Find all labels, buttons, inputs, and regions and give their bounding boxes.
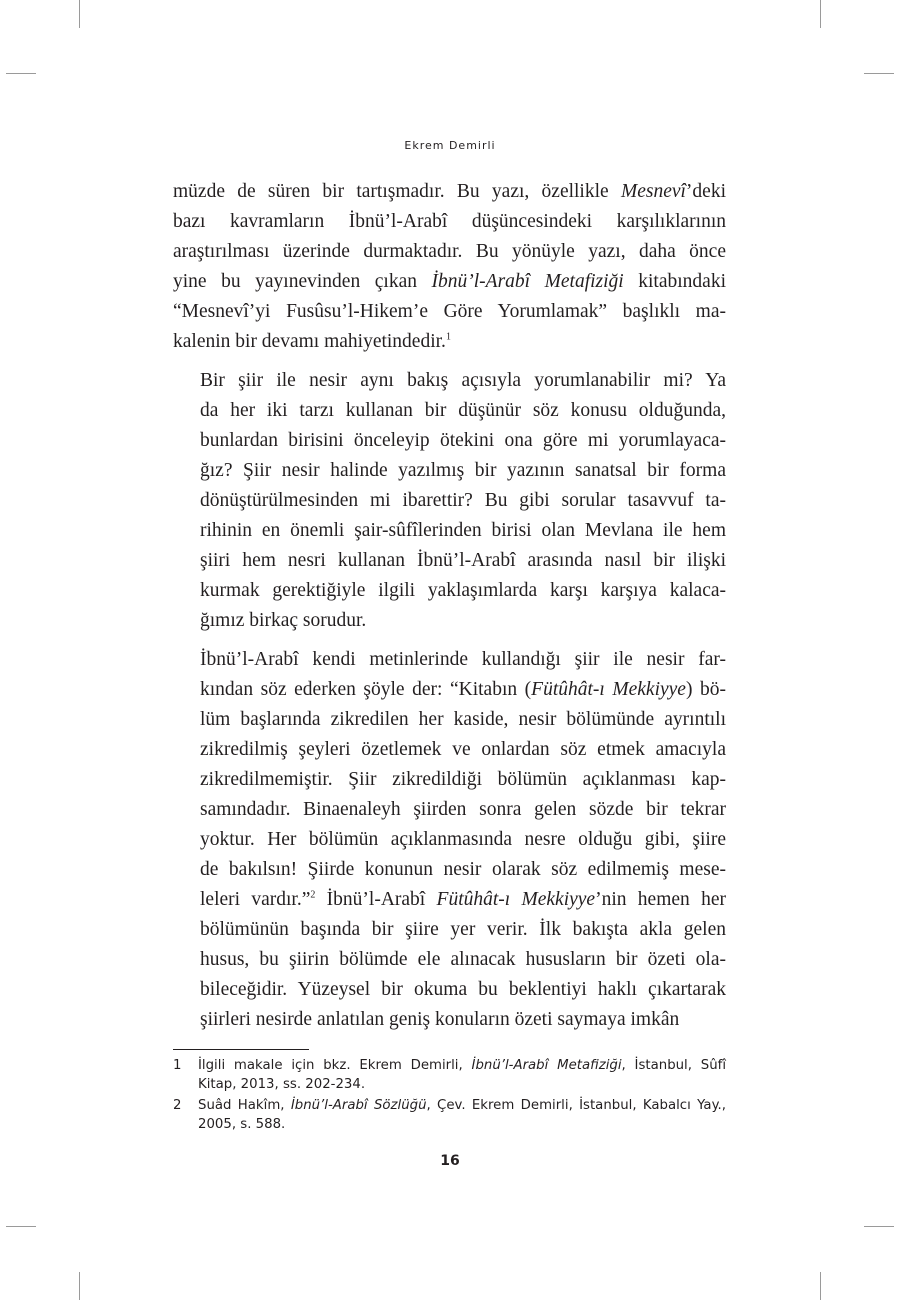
text-line: bölümünün başında bir şiire yer verir. İlk bakışta akla gelen: [200, 919, 726, 940]
crop-mark: [6, 73, 36, 74]
text-line: de bakılsın! Şiirde konunun nesir olarak söz edilmemiş mese-: [200, 859, 726, 880]
text-line: samındadır. Binaenaleyh şiirden sonra gelen sözde bir tekrar: [200, 799, 726, 820]
crop-mark: [820, 1272, 821, 1300]
text-line: zikredilmiş şeyleri özetlemek ve onlardan söz etmek amacıyla: [200, 739, 726, 760]
text-line: Bir şiir ile nesir aynı bakış açısıyla yorumlanabilir mi? Ya: [200, 370, 726, 391]
text-line: husus, bu şiirin bölümde ele alınacak hususların bir özeti ola-: [200, 949, 726, 970]
text-line: yoktur. Her bölümün açıklanmasında nesre olduğu gibi, şiire: [200, 829, 726, 850]
text-line: müzde de süren bir tartışmadır. Bu yazı, özellikle Mesnevî’deki: [173, 181, 726, 202]
crop-mark: [864, 1226, 894, 1227]
text-line: şiiri hem nesri kullanan İbnü’l-Arabî arasında nasıl bir ilişki: [200, 550, 726, 571]
text-line: yine bu yayınevinden çıkan İbnü’l-Arabî Metafiziği kitabındaki: [173, 271, 726, 292]
text-line: zikredilmemiştir. Şiir zikredildiği bölümün açıklanması kap-: [200, 769, 726, 790]
text-line: bunlardan birisini önceleyip ötekini ona göre mi yorumlayaca-: [200, 430, 726, 451]
crop-mark: [864, 73, 894, 74]
text-line: şiirleri nesirde anlatılan geniş konuların özeti saymaya imkân: [200, 1009, 680, 1030]
text-line: lüm başlarında zikredilen her kaside, nesir bölümünde ayrıntılı: [200, 709, 726, 730]
footnote-text: İlgili makale için bkz. Ekrem Demirli, İbnü’l-Arabî Metafiziği, İstanbul, Sûfî Kitap, 2013, ss. 202-234.: [198, 1058, 727, 1092]
page-number: 16: [440, 1153, 460, 1169]
crop-mark: [79, 0, 80, 28]
crop-mark: [820, 0, 821, 28]
footnote-ref: 2: [310, 889, 316, 901]
text-line: dönüştürülmesinden mi ibarettir? Bu gibi sorular tasavvuf ta-: [200, 490, 726, 511]
italic-title: Mesnevî: [620, 181, 686, 202]
italic-title: İbnü’l-Arabî Sözlüğü: [290, 1098, 427, 1113]
text-line: ğız? Şiir nesir halinde yazılmış bir yazının sanatsal bir forma: [200, 460, 726, 481]
footnote-separator: [173, 1049, 309, 1050]
text-line: kından söz ederken şöyle der: “Kitabın (Fütûhât-ı Mekkiyye) bö-: [200, 679, 726, 700]
crop-mark: [79, 1272, 80, 1300]
text-line: İbnü’l-Arabî kendi metinlerinde kullandığı şiir ile nesir far-: [200, 649, 726, 670]
footnote-1: [173, 1056, 726, 1094]
footnote-number: 1: [173, 1058, 182, 1073]
text-line: kurmak gerektiğiyle ilgili yaklaşımlarda karşı karşıya kalaca-: [200, 580, 726, 601]
italic-title: Fütûhât-ı Mekkiyye: [436, 889, 596, 910]
text-line: araştırılması üzerinde durmaktadır. Bu yönüyle yazı, daha önce: [173, 241, 726, 262]
crop-mark: [6, 1226, 36, 1227]
italic-title: İbnü’l-Arabî Metafiziği: [431, 271, 624, 292]
running-head: Ekrem Demirli: [404, 139, 496, 152]
italic-title: İbnü’l-Arabî Metafiziği: [471, 1058, 622, 1073]
text-line: bileceğidir. Yüzeysel bir okuma bu beklentiyi haklı çıkartarak: [200, 979, 726, 1000]
text-line: rihinin en önemli şair-sûfîlerinden birisi olan Mevlana ile hem: [200, 520, 726, 541]
text-line: bazı kavramların İbnü’l-Arabî düşüncesindeki karşılıklarının: [173, 211, 726, 232]
text-line: “Mesnevî’yi Fusûsu’l-Hikem’e Göre Yorumlamak” başlıklı ma-: [173, 301, 726, 322]
paragraph-2: [173, 366, 726, 636]
paragraph-3: [173, 645, 726, 1035]
body-text: [173, 177, 726, 1035]
footnote-ref: 1: [445, 331, 451, 343]
footnote-2: [173, 1096, 726, 1134]
italic-title: Fütûhât-ı Mekkiyye: [531, 679, 686, 700]
footnote-text: Suâd Hakîm, İbnü’l-Arabî Sözlüğü, Çev. Ekrem Demirli, İstanbul, Kabalcı Yay., 2005, s. 588.: [198, 1098, 726, 1132]
text-line: ğımız birkaç sorudur.: [200, 610, 367, 631]
footnote-number: 2: [173, 1098, 182, 1113]
paragraph-1: [173, 177, 726, 357]
text-line: leleri vardır.”$^2$ İbnü’l-Arabî Fütûhât-ı Mekkiyye’nin hemen her: [200, 889, 726, 910]
footnotes: [173, 1056, 726, 1136]
text-line: da her iki tarzı kullanan bir düşünür söz konusu olduğunda,: [200, 400, 726, 421]
text-line: kalenin bir devamı mahiyetindedir.$^1$: [173, 331, 451, 352]
